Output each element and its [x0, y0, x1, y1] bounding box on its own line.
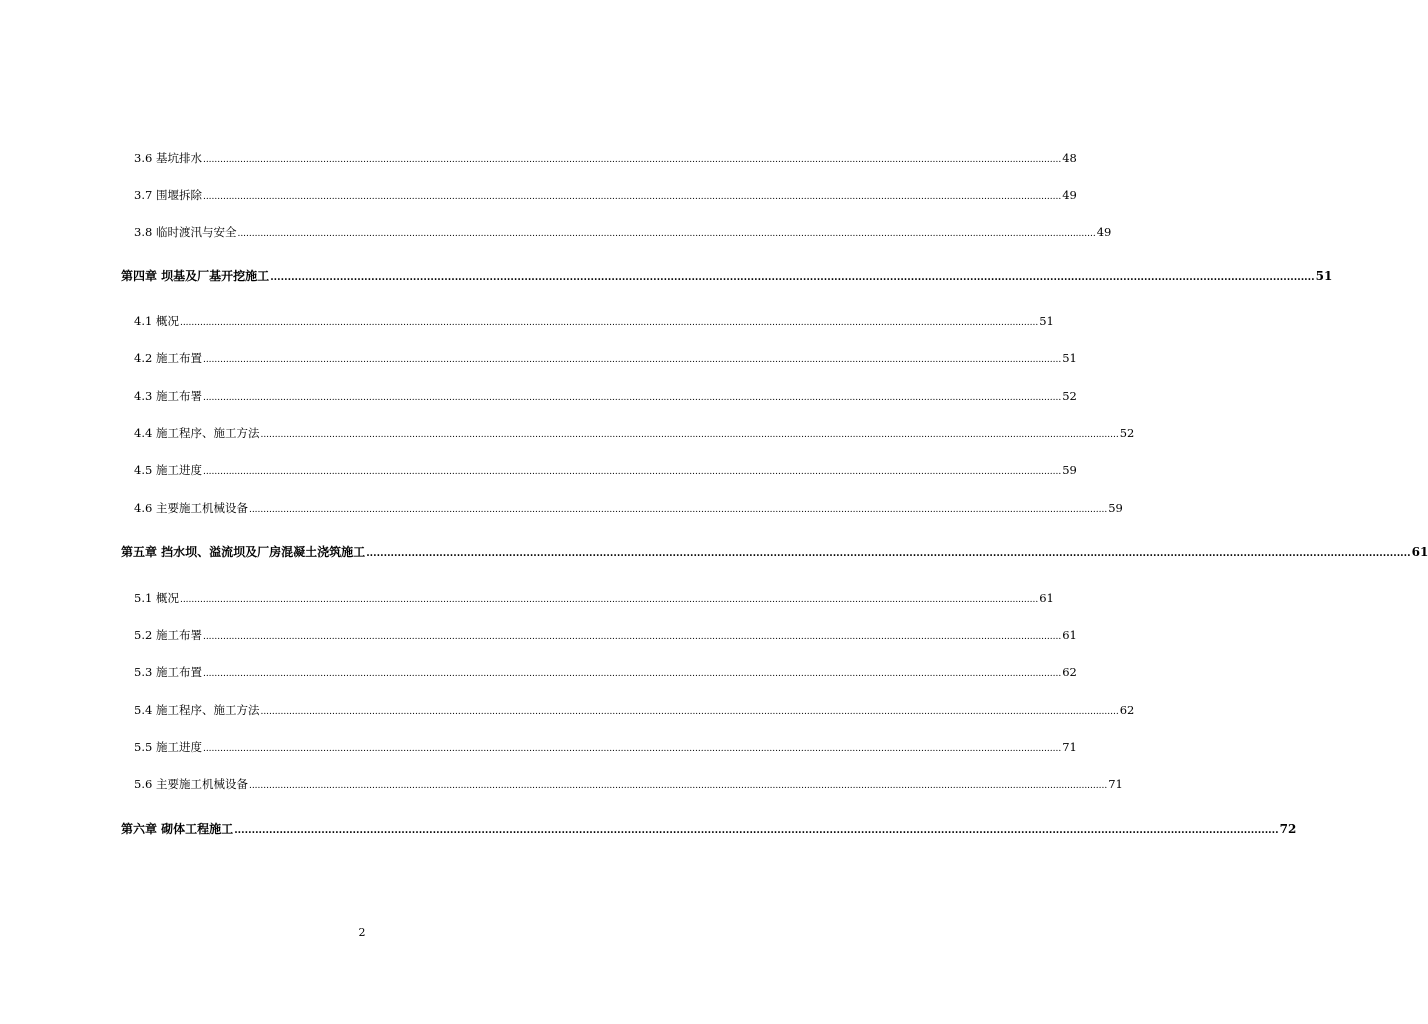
toc-chapter-page: 51 — [1315, 269, 1333, 283]
toc-chapter-title: 第五章 挡水坝、溢流坝及厂房混凝土浇筑施工 — [121, 545, 366, 559]
toc-dot-leader: ............................................................................................................................................................................................................................................................................................................ — [202, 744, 1062, 754]
toc-dot-leader: ............................................................................................................................................................................................................................................................................................................ — [237, 229, 1096, 239]
toc-entry-page: 71 — [1062, 740, 1077, 754]
toc-entry-title: 5.1 概况 — [134, 591, 179, 605]
toc-entry-page: 51 — [1039, 314, 1054, 328]
toc-dot-leader: ............................................................................................................................................................................................................................................................................................................ — [260, 707, 1119, 717]
toc-entry-page: 49 — [1062, 188, 1077, 202]
toc-dot-leader: ............................................................................................................................................................................................................................................................................................................ — [366, 548, 1411, 559]
toc-entry-page: 59 — [1108, 501, 1123, 515]
toc-entry-title: 4.2 施工布置 — [134, 351, 202, 365]
toc-entry-5-5[interactable] — [134, 739, 1077, 755]
toc-dot-leader: ............................................................................................................................................................................................................................................................................................................ — [270, 272, 1315, 283]
toc-entry-title: 5.3 施工布置 — [134, 665, 202, 679]
toc-chapter-title: 第六章 砌体工程施工 — [121, 822, 234, 836]
toc-entry-title: 4.6 主要施工机械设备 — [134, 501, 248, 515]
toc-dot-leader: ............................................................................................................................................................................................................................................................................................................ — [248, 781, 1108, 791]
toc-dot-leader: ............................................................................................................................................................................................................................................................................................................ — [179, 318, 1039, 328]
toc-entry-3-8[interactable] — [134, 224, 1112, 240]
toc-entry-title: 4.4 施工程序、施工方法 — [134, 426, 260, 440]
page-number: 2 — [358, 926, 366, 939]
toc-dot-leader: ............................................................................................................................................................................................................................................................................................................ — [202, 669, 1062, 679]
toc-entry-page: 61 — [1039, 591, 1054, 605]
toc-entry-5-2[interactable] — [134, 627, 1077, 643]
toc-entry-5-6[interactable] — [134, 776, 1123, 792]
toc-entry-title: 5.2 施工布署 — [134, 628, 202, 642]
toc-entry-5-3[interactable] — [134, 664, 1077, 680]
toc-entry-3-6[interactable] — [134, 150, 1077, 166]
toc-entry-page: 48 — [1062, 151, 1077, 165]
toc-entry-page: 51 — [1062, 351, 1077, 365]
toc-chapter-title: 第四章 坝基及厂基开挖施工 — [121, 269, 270, 283]
toc-entry-4-2[interactable] — [134, 350, 1077, 366]
toc-dot-leader: ............................................................................................................................................................................................................................................................................................................ — [234, 825, 1279, 836]
toc-entry-5-1[interactable] — [134, 590, 1054, 606]
toc-entry-title: 4.1 概况 — [134, 314, 179, 328]
toc-dot-leader: ............................................................................................................................................................................................................................................................................................................ — [202, 467, 1062, 477]
toc-chapter-4[interactable] — [121, 268, 1333, 284]
toc-entry-4-1[interactable] — [134, 313, 1054, 329]
toc-dot-leader: ............................................................................................................................................................................................................................................................................................................ — [202, 192, 1062, 202]
toc-entry-title: 5.5 施工进度 — [134, 740, 202, 754]
toc-entry-page: 49 — [1096, 225, 1112, 239]
toc-entry-page: 62 — [1062, 665, 1077, 679]
toc-entry-4-4[interactable] — [134, 425, 1135, 441]
toc-entry-title: 5.4 施工程序、施工方法 — [134, 703, 260, 717]
toc-dot-leader: ............................................................................................................................................................................................................................................................................................................ — [202, 355, 1062, 365]
toc-entry-title: 4.5 施工进度 — [134, 463, 202, 477]
toc-entry-page: 52 — [1119, 426, 1135, 440]
toc-entry-page: 71 — [1108, 777, 1123, 791]
toc-chapter-page: 61 — [1411, 545, 1428, 559]
toc-chapter-5[interactable] — [121, 544, 1428, 560]
toc-chapter-6[interactable] — [121, 821, 1297, 837]
toc-entry-title: 4.3 施工布署 — [134, 389, 202, 403]
toc-entry-title: 3.8 临时渡汛与安全 — [134, 225, 237, 239]
toc-dot-leader: ............................................................................................................................................................................................................................................................................................................ — [248, 505, 1108, 515]
toc-entry-4-6[interactable] — [134, 500, 1123, 516]
toc-entry-title: 5.6 主要施工机械设备 — [134, 777, 248, 791]
toc-entry-page: 59 — [1062, 463, 1077, 477]
toc-entry-3-7[interactable] — [134, 187, 1077, 203]
toc-entry-title: 3.7 围堰拆除 — [134, 188, 202, 202]
toc-entry-4-5[interactable] — [134, 462, 1077, 478]
toc-dot-leader: ............................................................................................................................................................................................................................................................................................................ — [202, 393, 1062, 403]
toc-dot-leader: ............................................................................................................................................................................................................................................................................................................ — [202, 155, 1062, 165]
toc-chapter-page: 72 — [1279, 822, 1297, 836]
toc-entry-title: 3.6 基坑排水 — [134, 151, 202, 165]
toc-dot-leader: ............................................................................................................................................................................................................................................................................................................ — [202, 632, 1062, 642]
toc-dot-leader: ............................................................................................................................................................................................................................................................................................................ — [179, 595, 1039, 605]
toc-entry-page: 52 — [1062, 389, 1077, 403]
toc-entry-page: 62 — [1119, 703, 1135, 717]
toc-entry-page: 61 — [1062, 628, 1077, 642]
toc-entry-5-4[interactable] — [134, 702, 1135, 718]
toc-dot-leader: ............................................................................................................................................................................................................................................................................................................ — [260, 430, 1119, 440]
toc-entry-4-3[interactable] — [134, 388, 1077, 404]
